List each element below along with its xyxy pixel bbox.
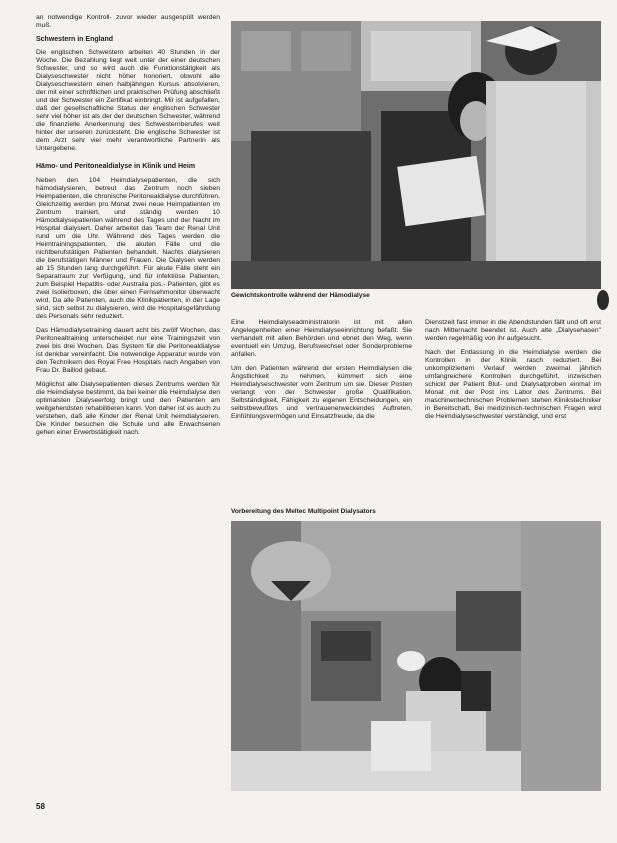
photo-weight-control-image (231, 21, 601, 289)
paragraph: Das Hämodialysetraining dauert acht bis zwölf Wochen, das Peritonealtraining unterscheidet nur eine Trainingszeit von zwei bis drei Wochen. Das System für die Peritonealdialyse ist denkbar vereinfacht. Die notwendige Apparatur wurde von den Technikern des Royal Free Hospitals nach Angaben von Frau Dr. Baillod gebaut. (36, 326, 220, 374)
paragraph: Eine Heimdialyseadministratorin ist mit allen Angelegenheiten einer Heimdialyseeinrichtung befaßt. Sie verhandelt mit allen Behörden und ebnet den Weg, wenn eventuell ein Umzug, Berufswechsel oder Sonderprobleme anfallen. (231, 319, 412, 358)
caption-photo-2: Vorbereitung des Meltec Multipoint Dialysators (231, 508, 376, 515)
paragraph: Dienstzeit fast immer in die Abendstunden fällt und oft erst nach Mitternacht beendet ist. Auch alte „Dialysehasen" werden regelmäßig von ihr aufgesucht. (425, 319, 601, 342)
paragraph: Die englischen Schwestern arbeiten 40 Stunden in der Woche. Die Bezahlung liegt weit unter der einer deutschen Schwester, und so wird auch die Funktionstätigkeit als Dialyseschwester nicht höher honoriert, obwohl alle Dialyseschwestern einen halbjährigen Kursus absolvieren, der mit einer schriftlichen und praktischen Prüfung abschließt und der Schwester ein Zertifikat einbringt. Mir ist aufgefallen, daß der gesellschaftliche Status der englischen Schwester sehr viel höher ist als der der deutschen Schwester, während die finanzielle Anerkennung des Schwesternberufes weit hinter der unseren zurücksteht. Die englische Schwester ist dem Arzt sehr viel mehr verantwortliche Partnerin als Untergebene. (36, 49, 220, 153)
right-column (425, 319, 601, 427)
intro-text: an notwendige Kontroll- zuvor wieder ausgespült werden muß. (36, 14, 220, 29)
photo-weight-control (231, 21, 601, 289)
caption-photo-1: Gewichtskontrolle während der Hämodialyse (231, 292, 370, 299)
paragraph: Neben den 104 Heimdialysepatienten, die sich hämodialysieren, betreut das Zentrum noch sieben Heimpatienten, die chronische Peritonealdialyse durchführen. Gleichzeitig werden pro Monat zwei neue Heimpatienten im Zentrum trainiert, und ständig werden 10 Hämodialysepatienten während des Tages und der Nacht im Hospital dialysiert. Daher arbeitet das Team der Renal Unit rund um die Uhr. Während des Tages werden die Heimtrainingspatienten, die akuten Fälle und die nichtberufstätigen Patienten behandelt. Nachts dialysieren die berufstätigen Männer und Frauen. Die Dialysen werden ab 15 Stunden lang durchgeführt. Für akute Fälle steht ein Separatraum zur Verfügung, und für infektiöse Patienten, zum Beispiel Hepatitis- oder Australia pos.- Patienten, gibt es zwei Isolierboxen, die über einen Fernsehmonitor überwacht wird. Da alle Patienten, auch die Klinikpatienten, in der Lage sind, sich selbst zu dialysieren, wird die Hospitalsgefährdung des Personals sehr reduziert. (36, 176, 220, 320)
paragraph: Möglichst alle Dialysepatienten dieses Zentrums werden für die Heimdialyse bestimmt, da bei keiner die Heimdialyse den optimalsten Dialyseerfolg bringt und den Patienten am weitgehendsten rehabilitieren kann. Von daher ist es auch zu verstehen, daß alle Kinder der Renal Unit heimdialysieren. Die Kinder besuchen die Schule und alle Erwachsenen gehen einer Erwerbstätigkeit nach. (36, 380, 220, 436)
page-number: 58 (36, 802, 45, 811)
paragraph: Um den Patienten während der ersten Heimdialysen die Ängstlichkeit zu nehmen, kümmert sich eine Heimdialyseschwester vom Zentrum um sie. Dieser Posten verlangt von der Schwester große Qualifikation, Selbständigkeit, Fähigkeit zu eigenen Entscheidungen, ein selbstbewußtes und vertrauenerweckendes Auftreten, Einfühlungsvermögen und Einsatzfreude, da die (231, 365, 412, 420)
section-heading-england: Schwestern in England (36, 36, 114, 43)
middle-column (231, 319, 412, 427)
photo-dialyser-preparation (231, 521, 601, 791)
paragraph: Nach der Entlassung in die Heimdialyse werden die Kontrollen in der Klinik rasch reduziert. Bei unkompliziertem Verlauf werden zweimal jährlich umfangreichere Kontrollen durchgeführt, inzwischen schickt der Patient Blut- und Dialysatproben einmal im Monat mit der Post ins Labor des Zentrums. Bei maschinentechnischen Problemen stehen Klinikstechniker in Bereitschaft. Bei medizinisch-technischen Fragen wird die Heimdialyseschwester verständigt, und erst (425, 349, 601, 420)
left-column (36, 14, 220, 443)
photo-dialyser-preparation-image (231, 521, 601, 791)
section-heading-dialysis: Hämo- und Peritonealdialyse in Klinik und Heim (36, 163, 196, 171)
edge-mark (597, 290, 609, 310)
